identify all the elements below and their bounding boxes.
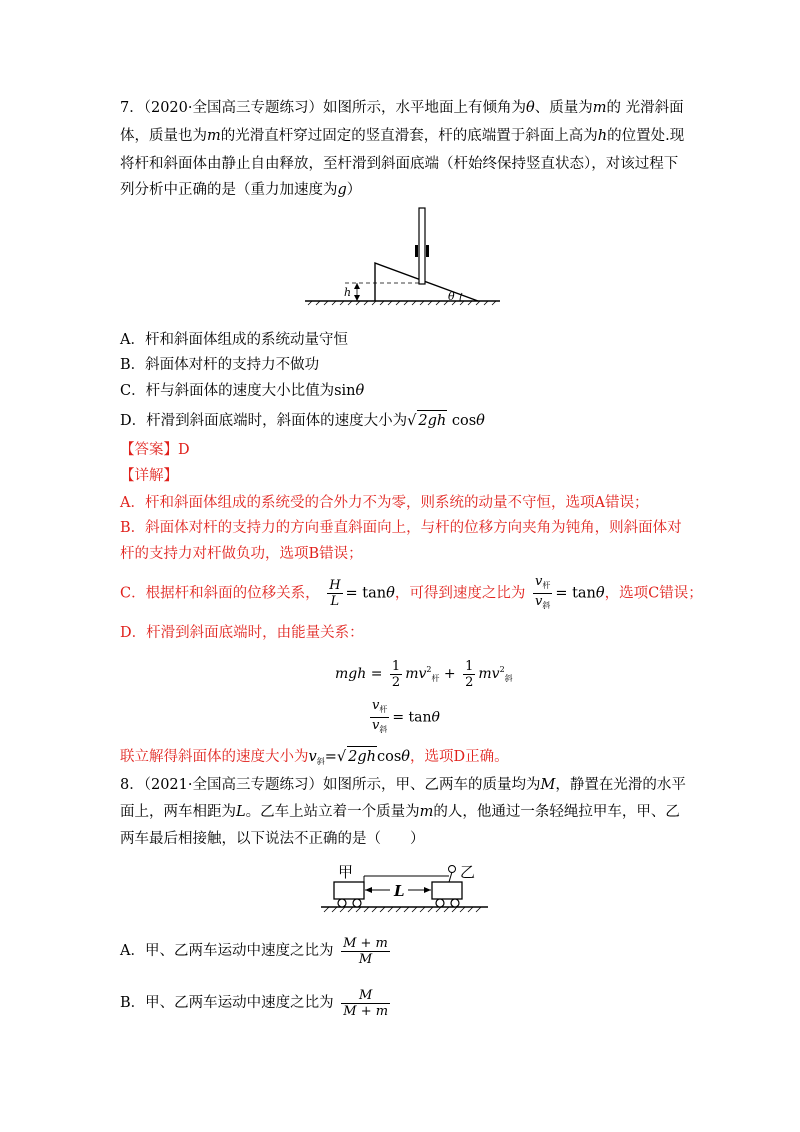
q7-stem-line-3: 将杆和斜面体由静止自由释放，至杆滑到斜面底端（杆始终保持竖直状态），对该过程下 bbox=[120, 156, 679, 172]
q7-option-a: A．杆和斜面体组成的系统动量守恒 bbox=[120, 332, 348, 348]
q7-explain-a: A．杆和斜面体组成的系统受的合外力不为零，则系统的动量不守恒，选项A错误； bbox=[120, 495, 649, 511]
fig-h-label: h bbox=[344, 286, 352, 299]
q7-detail-heading: 【详解】 bbox=[120, 468, 178, 484]
energy-equation: mgh = $\frac{1}{2}$ $mv^2_杆$ + $\frac{1}{2}$ $mv^2_斜$ bbox=[335, 658, 513, 690]
q7-stem-line-2: 体，质量也为m的光滑直杆穿过固定的竖直滑套，杆的底端置于斜面上高为h的位置处.现 bbox=[120, 128, 685, 144]
q8-option-a: A．甲、乙两车运动中速度之比为 $\frac{M + m}{M}$ bbox=[120, 935, 388, 967]
fig-theta-label: θ bbox=[448, 290, 455, 303]
q8-stem-line-3: 两车最后相接触，以下说法不正确的是（ ） bbox=[120, 831, 425, 847]
q7-option-d: D．杆滑到斜面底端时，斜面体的速度大小为√ 2gh cosθ bbox=[120, 410, 485, 431]
fig-L-label: L bbox=[394, 882, 405, 900]
q8-stem-line-1: 8．（2021·全国高三专题练习）如图所示，甲、乙两车的质量均为M，静置在光滑的水平 bbox=[120, 777, 686, 793]
q7-explain-b-2: 杆的支持力对杆做负功，选项B错误； bbox=[120, 546, 363, 562]
q8-stem-line-2: 面上，两车相距为L。乙车上站立着一个质量为m的人，他通过一条轻绳拉甲车，甲、乙 bbox=[120, 804, 680, 820]
q7-answer: 【答案】D bbox=[120, 442, 190, 458]
q7-stem-line-1: 7．（2020·全国高三专题练习）如图所示，水平地面上有倾角为θ、质量为m的 光滑斜面 bbox=[120, 100, 684, 116]
velocity-ratio-equation: $\frac{v_杆}{v_斜}$ = tanθ bbox=[372, 698, 440, 734]
fig-cart-jia-label: 甲 bbox=[338, 863, 354, 881]
q7-explain-d: D．杆滑到斜面底端时，由能量关系： bbox=[120, 625, 364, 641]
q7-explain-c: C．根据杆和斜面的位移关系， $\frac{H}{L}$ = tanθ，可得到速度之比为 $\frac{v_杆}{v_斜}$ = tanθ，选项C错误； bbox=[120, 574, 703, 610]
q7-explain-b-1: B．斜面体对杆的支持力的方向垂直斜面向上，与杆的位移方向夹角为钝角，则斜面体对 bbox=[120, 520, 682, 536]
q8-option-b: B．甲、乙两车运动中速度之比为 $\frac{M}{M + m}$ bbox=[120, 987, 389, 1019]
q7-stem-line-4: 列分析中正确的是（重力加速度为g） bbox=[120, 182, 362, 198]
q7-option-b: B．斜面体对杆的支持力不做功 bbox=[120, 357, 320, 373]
fig-cart-yi-label: 乙 bbox=[460, 863, 476, 881]
q7-option-c: C．杆与斜面体的速度大小比值为sinθ bbox=[120, 383, 365, 399]
two-carts-figure bbox=[318, 860, 493, 918]
q7-final-result: 联立解得斜面体的速度大小为$v_斜=√$ 2ghcosθ，选项D正确。 bbox=[120, 746, 509, 772]
incline-rod-figure bbox=[300, 205, 505, 313]
